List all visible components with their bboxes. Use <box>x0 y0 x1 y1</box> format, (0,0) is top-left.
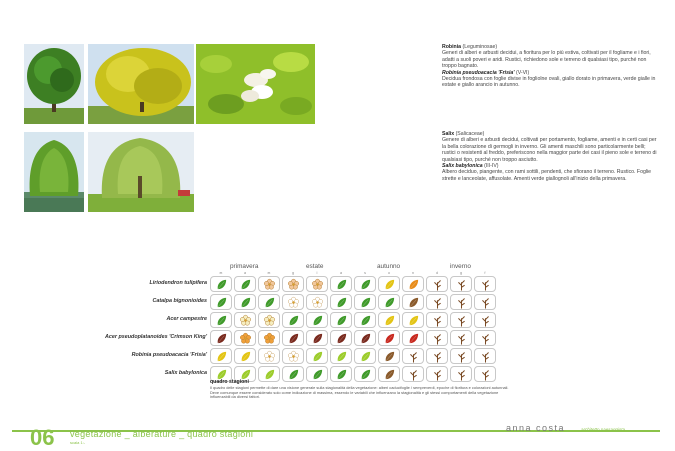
season-cell <box>306 294 328 310</box>
robinia-family: (Leguminosae) <box>461 44 498 50</box>
bare-branch-icon <box>431 350 444 363</box>
leaf-icon <box>335 278 348 291</box>
month-label: d <box>436 271 438 275</box>
month-label: a <box>244 271 246 275</box>
robinia-description <box>442 44 657 89</box>
season-cell <box>258 294 280 310</box>
leaf-icon <box>359 296 372 309</box>
bare-branch-icon <box>431 278 444 291</box>
leaf-icon <box>359 350 372 363</box>
season-cell <box>234 348 256 364</box>
brand-subtitle: architetto paesaggista <box>581 427 626 432</box>
season-cell <box>450 294 472 310</box>
robinia-species: Robinia pseudoacacia 'Frisia' <box>442 69 515 76</box>
bare-branch-icon <box>431 332 444 345</box>
plant-name: Catalpa bignonioides <box>152 298 207 304</box>
salix-body: Genere di alberi e arbusti decidui, coltivati per portamento, fogliame, amenti e in certi casi per la bella colorazione di germogli in inverno. Gli amenti maschili sono particolarmente belli; rustici o resistenti al freddo, preferiscono nella maggior parte dei casi il pieno sole e terreno di qualsiasi tipo, purché non troppo asciutto. <box>442 137 657 163</box>
season-cell <box>354 348 376 364</box>
season-cell <box>450 312 472 328</box>
season-cell <box>282 294 304 310</box>
season-estate: estate <box>306 263 324 270</box>
season-cell <box>450 330 472 346</box>
bare-branch-icon <box>479 278 492 291</box>
leaf-icon <box>311 332 324 345</box>
legend-line-2: Deve comunque essere considerato solo come indicazione di massima, essendo le variabili che influenzano la stagionalità e gli stessi comportamenti della vegetazione influenzabili da diversi fattori. <box>210 389 499 400</box>
season-cell <box>282 312 304 328</box>
photo-robinia-frisia-tree <box>88 44 194 124</box>
season-cell <box>402 312 424 328</box>
flower-icon <box>263 332 276 345</box>
leaf-icon <box>335 314 348 327</box>
salix-title: Salix <box>442 131 455 137</box>
bare-branch-icon <box>479 332 492 345</box>
season-cell <box>354 276 376 292</box>
month-label: g <box>460 271 462 275</box>
month-label: f <box>484 271 486 275</box>
leaf-icon <box>215 314 228 327</box>
leaf-icon <box>215 332 228 345</box>
season-cell <box>354 330 376 346</box>
bare-branch-icon <box>455 332 468 345</box>
bare-branch-icon <box>479 350 492 363</box>
month-label: g <box>292 271 294 275</box>
season-cell <box>450 348 472 364</box>
flower-icon <box>287 350 300 363</box>
season-cell <box>354 312 376 328</box>
season-cell <box>330 312 352 328</box>
season-cell <box>378 312 400 328</box>
plant-name: Acer campestre <box>166 316 207 322</box>
robinia-species-period: (V-VI) <box>514 69 530 76</box>
leaf-icon <box>311 350 324 363</box>
leaf-icon <box>263 296 276 309</box>
leaf-icon <box>215 350 228 363</box>
page-number: 06 <box>30 425 55 450</box>
leaf-icon <box>383 314 396 327</box>
leaf-icon <box>407 314 420 327</box>
season-cell <box>210 348 232 364</box>
season-cell <box>306 330 328 346</box>
bare-branch-icon <box>455 296 468 309</box>
season-cell <box>330 276 352 292</box>
season-cell <box>210 330 232 346</box>
season-cell <box>426 348 448 364</box>
season-cell <box>402 294 424 310</box>
legend-line-1: Il quadro delle stagioni permette di dare una visione generale sulla stagionalità della vegetazione: alberi caducifoglie / sempreverdi, epoche di fioritura e colorazioni autunnali. <box>210 384 509 390</box>
season-cell <box>330 330 352 346</box>
footer-title: vegetazione _ alberature _ quadro stagioni <box>70 429 254 439</box>
brand-name: anna costa <box>506 423 566 433</box>
leaf-icon <box>287 314 300 327</box>
bare-branch-icon <box>455 314 468 327</box>
photo-robinia-tree-summer <box>24 44 84 124</box>
season-cell <box>474 294 496 310</box>
season-cell <box>402 348 424 364</box>
month-label: m <box>267 271 271 275</box>
season-cell <box>330 348 352 364</box>
season-cell <box>258 312 280 328</box>
salix-species: Salix babylonica <box>442 163 483 170</box>
leaf-icon <box>335 332 348 345</box>
plant-name: Acer pseudoplatanoides 'Crimson King' <box>104 334 207 340</box>
season-cell <box>474 348 496 364</box>
season-cell <box>258 276 280 292</box>
month-label: s <box>364 271 366 275</box>
month-label: a <box>340 271 342 275</box>
season-cell <box>282 348 304 364</box>
season-cell <box>378 348 400 364</box>
leaf-icon <box>335 350 348 363</box>
season-autunno: autunno <box>377 263 401 270</box>
salix-species-period: (III-IV) <box>482 163 499 170</box>
month-label: n <box>412 271 414 275</box>
leaf-icon <box>335 296 348 309</box>
season-cell <box>474 312 496 328</box>
leaf-icon <box>215 278 228 291</box>
bare-branch-icon <box>431 296 444 309</box>
flower-icon <box>239 314 252 327</box>
leaf-icon <box>287 332 300 345</box>
season-primavera: primavera <box>230 263 259 270</box>
leaf-icon <box>383 350 396 363</box>
robinia-title: Robinia <box>442 44 462 50</box>
season-cell <box>234 276 256 292</box>
leaf-icon <box>215 296 228 309</box>
robinia-species-body: Decidua frondosa con foglie divise in fogliolne ovali, giallo dorato in primavera, verde gialle in estate e giallo arancio in autunno. <box>442 76 656 89</box>
bare-branch-icon <box>455 278 468 291</box>
month-label: o <box>388 271 390 275</box>
flower-icon <box>263 314 276 327</box>
bare-branch-icon <box>479 296 492 309</box>
season-cell <box>474 276 496 292</box>
season-cell <box>354 294 376 310</box>
season-cell <box>474 330 496 346</box>
plant-name: Robinia pseudoacacia 'Frisia' <box>131 352 207 358</box>
plant-name: Salix babylonica <box>164 370 207 376</box>
season-cell <box>378 276 400 292</box>
season-cell <box>426 276 448 292</box>
leaf-icon <box>239 278 252 291</box>
season-cell <box>234 330 256 346</box>
leaf-icon <box>407 278 420 291</box>
season-cell <box>306 276 328 292</box>
flower-icon <box>263 278 276 291</box>
photo-robinia-flowers <box>196 44 315 124</box>
season-cell <box>210 312 232 328</box>
season-cell <box>210 276 232 292</box>
flower-icon <box>311 278 324 291</box>
leaf-icon <box>239 350 252 363</box>
bare-branch-icon <box>407 350 420 363</box>
salix-description <box>442 131 657 182</box>
flower-icon <box>287 278 300 291</box>
season-cell <box>306 348 328 364</box>
season-cell <box>378 294 400 310</box>
season-cell <box>402 330 424 346</box>
season-cell <box>234 312 256 328</box>
season-cell <box>450 276 472 292</box>
leaf-icon <box>359 314 372 327</box>
leaf-icon <box>359 332 372 345</box>
season-cell <box>234 294 256 310</box>
leaf-icon <box>239 296 252 309</box>
leaf-icon <box>407 332 420 345</box>
legend-title: quadro stagioni <box>210 379 249 385</box>
bare-branch-icon <box>479 314 492 327</box>
flower-icon <box>287 296 300 309</box>
photo-salix-tree-water <box>24 132 84 212</box>
season-cell <box>378 330 400 346</box>
leaf-icon <box>383 332 396 345</box>
leaf-icon <box>407 296 420 309</box>
season-cell <box>402 276 424 292</box>
season-cell <box>258 330 280 346</box>
flower-icon <box>311 296 324 309</box>
season-cell <box>210 294 232 310</box>
plant-name: Liriodendron tulipifera <box>149 280 207 286</box>
leaf-icon <box>311 314 324 327</box>
leaf-icon <box>383 296 396 309</box>
month-label: m <box>219 271 223 275</box>
photo-salix-babylonica <box>88 132 194 212</box>
robinia-body: Generi di alberi e arbusti decidui, a fioritura per lo più estiva, coltivati per il fogliame e i fiori, adatti a suoli poveri e aridi. Rustici, richiedono sole e terreno di qualsiasi tipo, purché non troppo bagnato. <box>442 50 651 70</box>
salix-species-body: Albero deciduo, piangente, con rami sottili, pendenti, che sfiorano il terreno. Rustico. Foglie strette e lanceolate, affusolate. Amenti verde giallognoli all'inizio della primavera. <box>442 169 652 182</box>
leaf-icon <box>383 278 396 291</box>
season-cell <box>282 276 304 292</box>
bare-branch-icon <box>431 314 444 327</box>
bare-branch-icon <box>455 350 468 363</box>
footer-scale: scala 1:- <box>70 440 86 445</box>
season-cell <box>282 330 304 346</box>
season-cell <box>426 330 448 346</box>
season-inverno: inverno <box>450 263 471 270</box>
leaf-icon <box>359 278 372 291</box>
month-label: l <box>316 271 318 275</box>
salix-family: (Salicaceae) <box>454 131 485 137</box>
flower-icon <box>263 350 276 363</box>
season-cell <box>426 294 448 310</box>
season-cell <box>330 294 352 310</box>
season-cell <box>258 348 280 364</box>
season-cell <box>426 312 448 328</box>
flower-icon <box>239 332 252 345</box>
legend <box>210 380 510 400</box>
season-cell <box>306 312 328 328</box>
